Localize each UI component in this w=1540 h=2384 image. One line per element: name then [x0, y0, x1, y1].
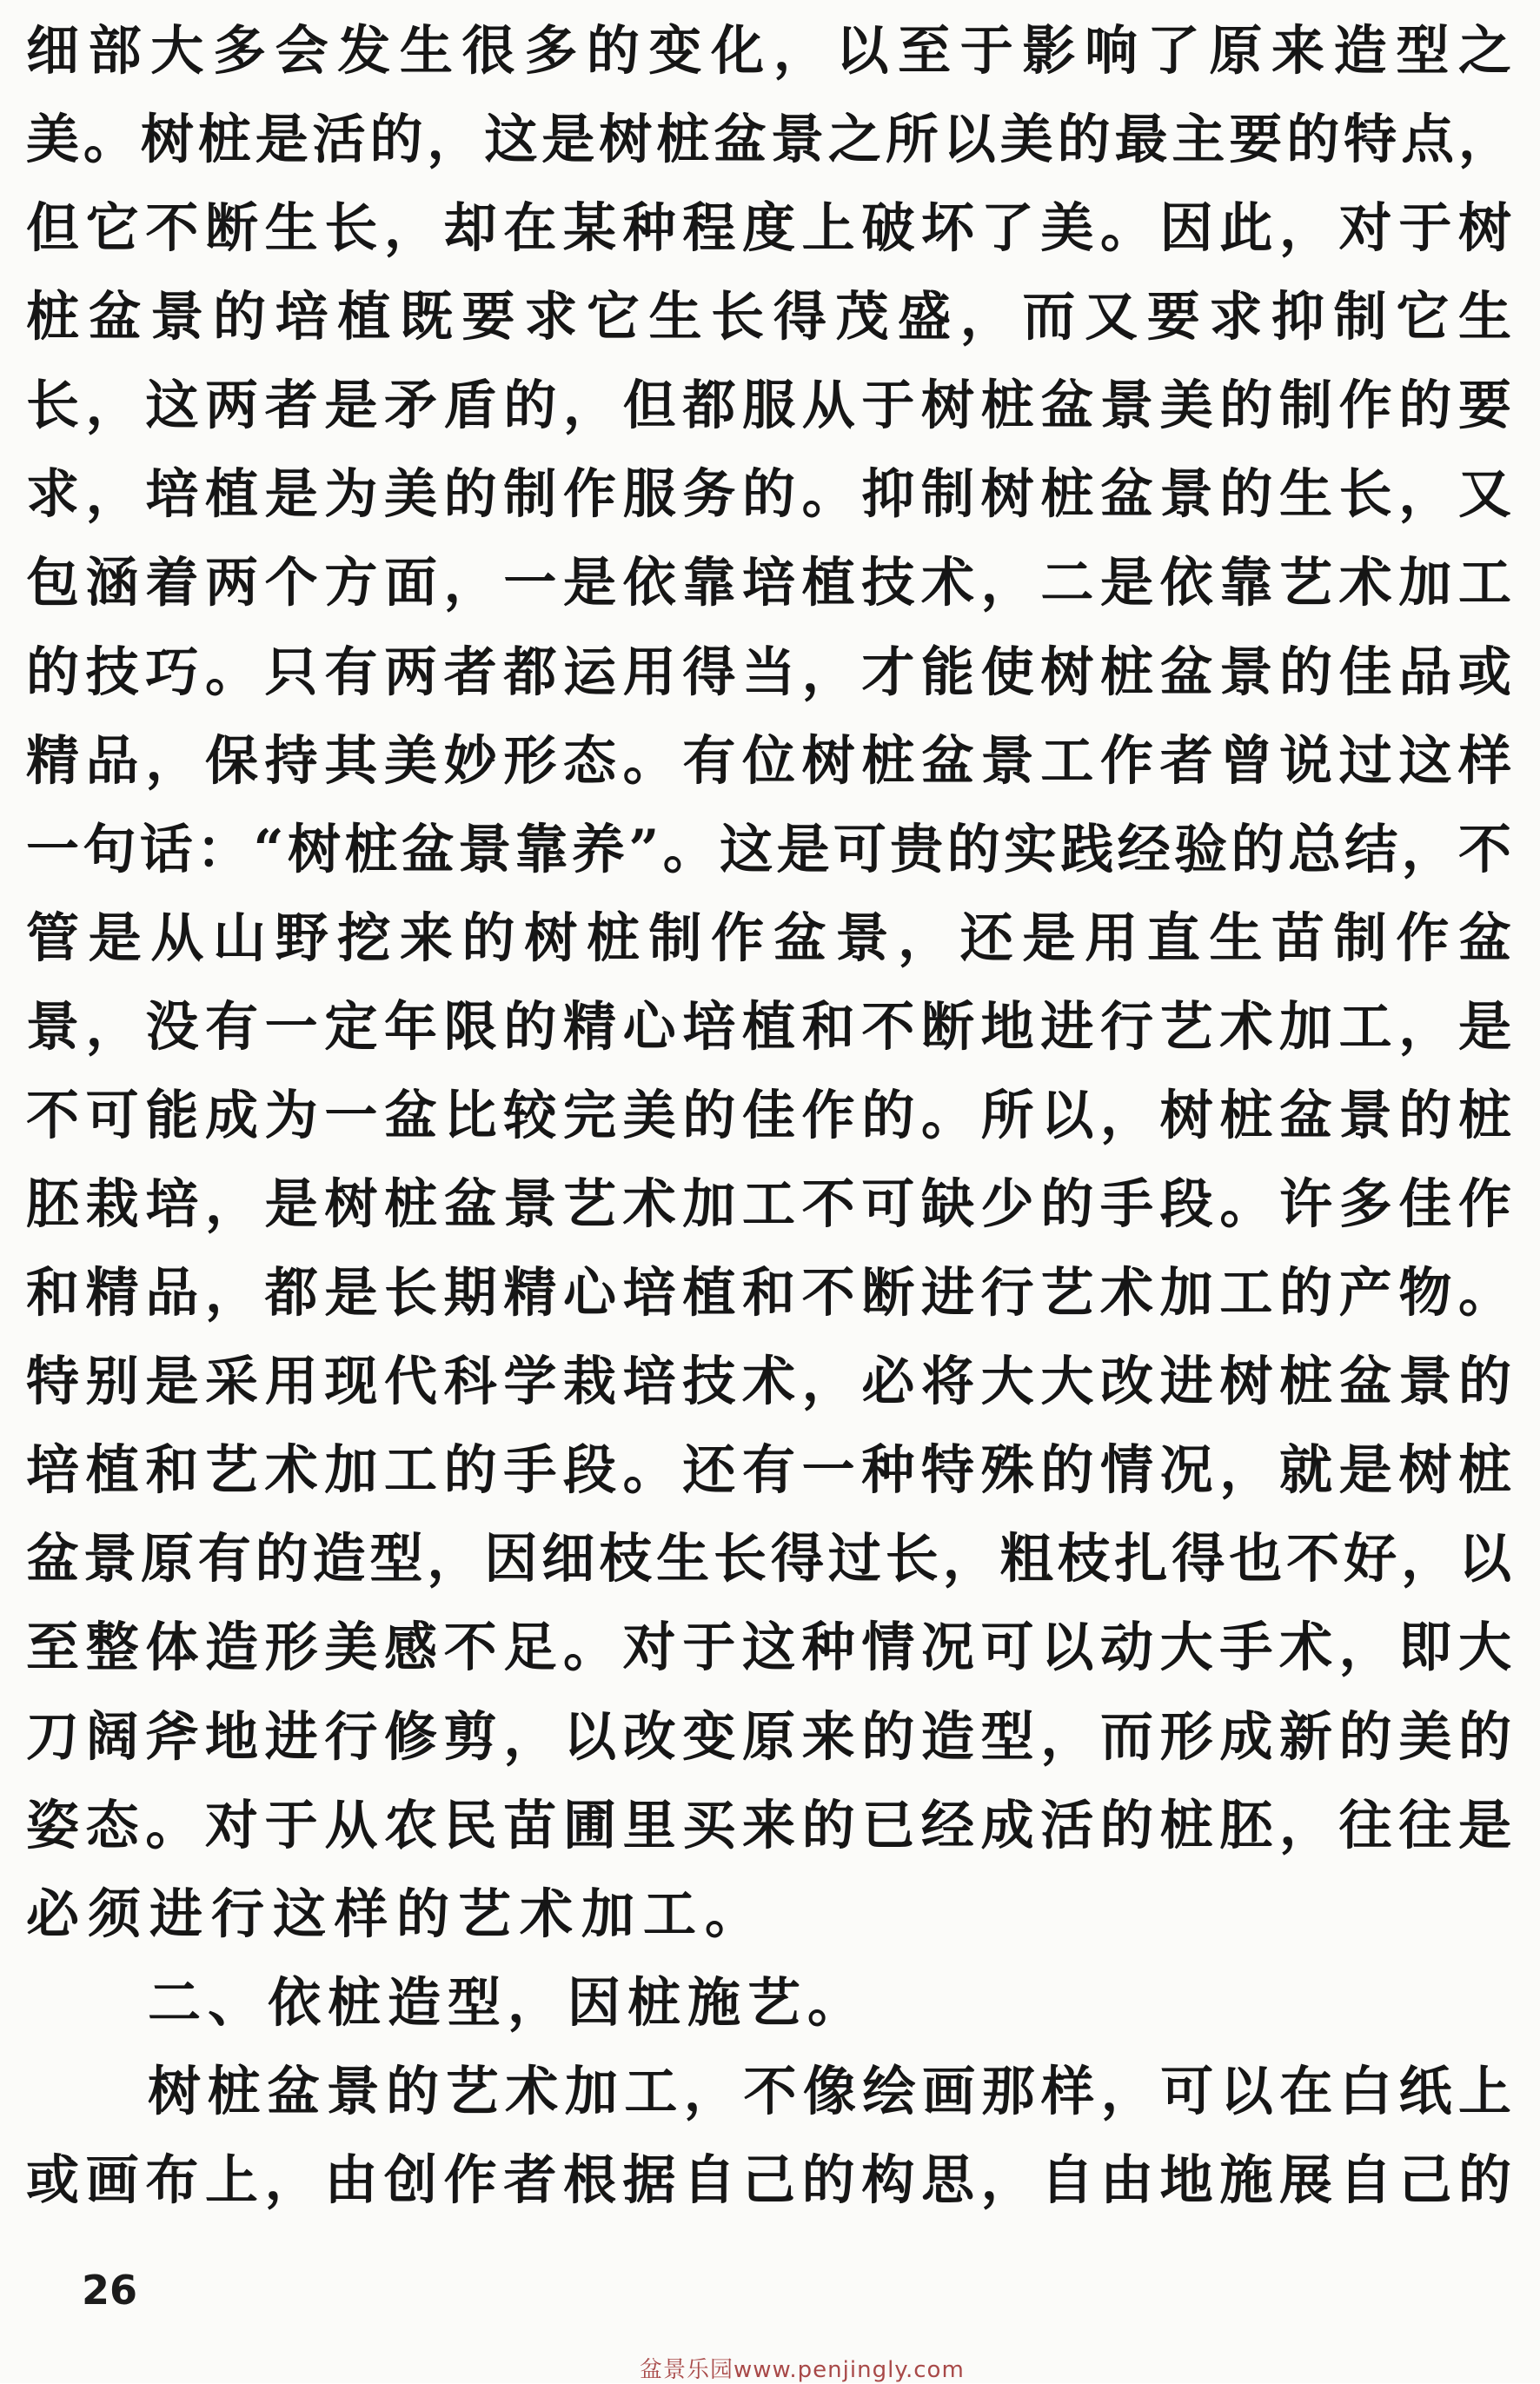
text-line: 培植和艺术加工的手段。还有一种特殊的情况，就是树桩: [26, 1439, 1514, 1502]
text-line: 必须进行这样的艺术加工。: [26, 1883, 767, 1945]
text-line: 一句话：“树桩盆景靠养”。这是可贵的实践经验的总结，不: [26, 818, 1514, 880]
text-line: 盆景原有的造型，因细枝生长得过长，粗枝扎得也不好，以: [26, 1528, 1514, 1590]
text-line: 管是从山野挖来的树桩制作盆景，还是用直生苗制作盆: [26, 906, 1514, 969]
text-line: 特别是采用现代科学栽培技术，必将大大改进树桩盆景的: [26, 1351, 1514, 1413]
text-line: 精品，保持其美妙形态。有位树桩盆景工作者曾说过这样: [26, 729, 1514, 792]
text-line: 的技巧。只有两者都运用得当，才能使树桩盆景的佳品或: [26, 641, 1514, 703]
text-line: 求，培植是为美的制作服务的。抑制树桩盆景的生长，又: [26, 463, 1514, 526]
text-line: 美。树桩是活的，这是树桩盆景之所以美的最主要的特点，: [26, 109, 1514, 171]
text-line: 或画布上，由创作者根据自己的构思，自由地施展自己的: [26, 2148, 1514, 2211]
text-line: 不可能成为一盆比较完美的佳作的。所以，树桩盆景的桩: [26, 1084, 1514, 1146]
text-line: 景，没有一定年限的精心培植和不断地进行艺术加工，是: [26, 995, 1514, 1058]
section-heading: 二、依桩造型，因桩施艺。: [148, 1971, 868, 2034]
page-number: 26: [82, 2267, 138, 2314]
text-line: 但它不断生长，却在某种程度上破坏了美。因此，对于树: [26, 197, 1514, 260]
text-line: 刀阔斧地进行修剪，以改变原来的造型，而形成新的美的: [26, 1705, 1514, 1768]
text-line: 树桩盆景的艺术加工，不像绘画那样，可以在白纸上: [148, 2060, 1514, 2122]
text-line: 桩盆景的培植既要求它生长得茂盛，而又要求抑制它生: [26, 286, 1514, 349]
text-line: 包涵着两个方面，一是依靠培植技术，二是依靠艺术加工: [26, 552, 1514, 614]
text-line: 至整体造形美感不足。对于这种情况可以动大手术，即大: [26, 1617, 1514, 1679]
text-line: 胚栽培，是树桩盆景艺术加工不可缺少的手段。许多佳作: [26, 1173, 1514, 1236]
text-line: 细部大多会发生很多的变化，以至于影响了原来造型之: [26, 20, 1514, 82]
text-line: 和精品，都是长期精心培植和不断进行艺术加工的产物。: [26, 1262, 1514, 1325]
text-line: 长，这两者是矛盾的，但都服从于树桩盆景美的制作的要: [26, 375, 1514, 437]
text-line: 姿态。对于从农民苗圃里买来的已经成活的桩胚，往往是: [26, 1794, 1514, 1856]
site-watermark: 盆景乐园www.penjingly.com: [640, 2357, 965, 2383]
